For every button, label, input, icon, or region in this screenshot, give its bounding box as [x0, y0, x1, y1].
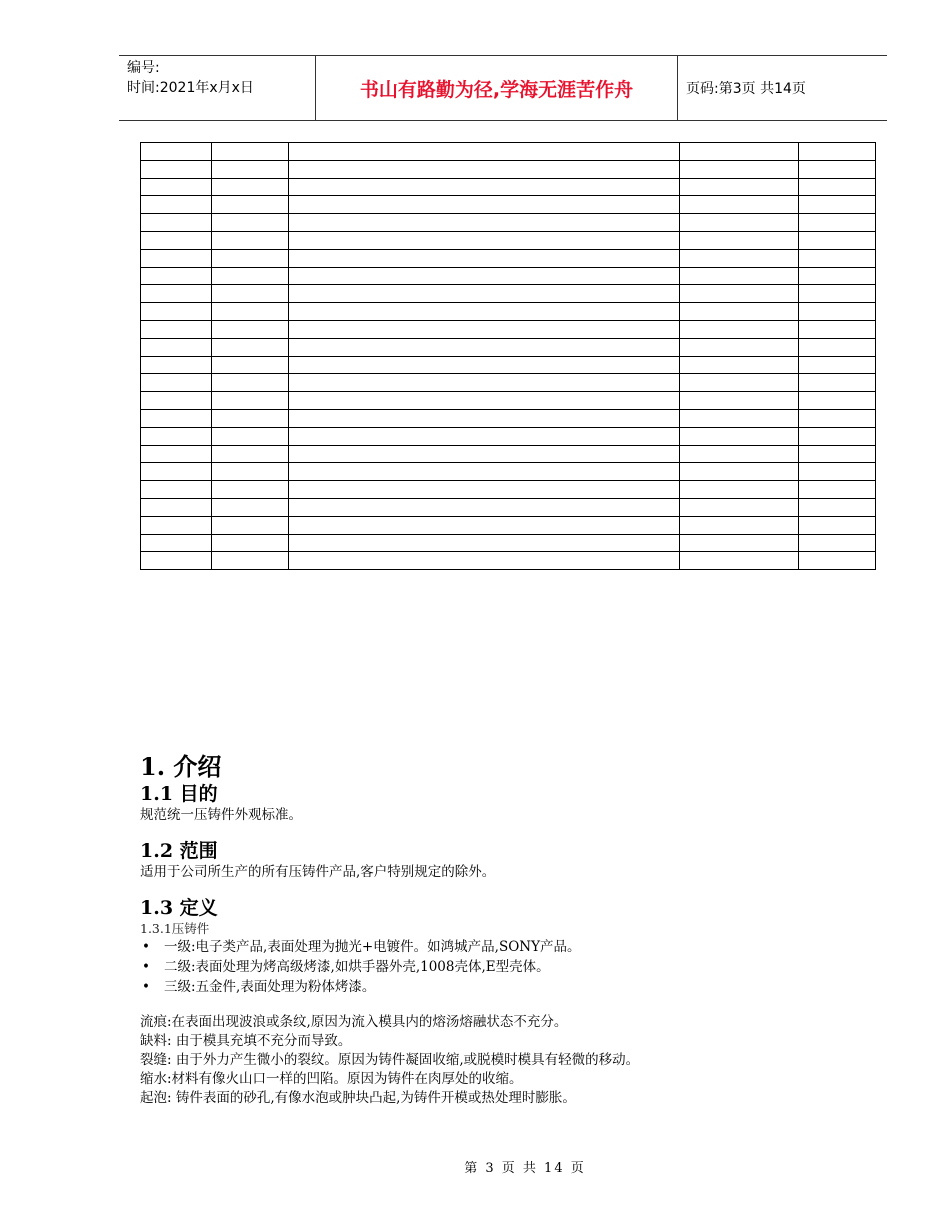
table-cell [212, 196, 289, 214]
time-label: 时间:2021年x月x日 [127, 80, 254, 96]
table-row [141, 214, 876, 232]
table-cell [212, 178, 289, 196]
table-cell [212, 160, 289, 178]
table-cell [212, 249, 289, 267]
table-cell [799, 303, 876, 321]
table-cell [799, 427, 876, 445]
table-cell [799, 338, 876, 356]
table-cell [289, 427, 680, 445]
table-cell [680, 463, 799, 481]
doc-number-label: 编号: [127, 60, 160, 76]
table-cell [141, 374, 212, 392]
table-row [141, 196, 876, 214]
table-cell [680, 160, 799, 178]
table-cell [141, 303, 212, 321]
table-cell [141, 481, 212, 499]
table-cell [212, 214, 289, 232]
table-cell [212, 392, 289, 410]
table-cell [141, 534, 212, 552]
table-cell [680, 481, 799, 499]
table-cell [212, 409, 289, 427]
table-cell [680, 516, 799, 534]
section-title-purpose: 1.1 目的 [140, 783, 218, 805]
table-cell [680, 303, 799, 321]
table-cell [141, 392, 212, 410]
table-cell [141, 516, 212, 534]
table-row [141, 463, 876, 481]
list-item: • 二级:表面处理为烤高级烤漆,如烘手器外壳,1008壳体,E型壳体。 [142, 959, 550, 975]
table-cell [799, 552, 876, 570]
table-cell [680, 285, 799, 303]
table-row [141, 143, 876, 161]
table-cell [289, 303, 680, 321]
blank-table [140, 142, 876, 570]
table-row [141, 534, 876, 552]
table-cell [799, 285, 876, 303]
table-cell [141, 552, 212, 570]
table-cell [289, 463, 680, 481]
table-cell [799, 196, 876, 214]
table-cell [212, 303, 289, 321]
table-cell [680, 231, 799, 249]
table-cell [212, 552, 289, 570]
grade-list [140, 937, 880, 997]
table-row [141, 445, 876, 463]
table-cell [212, 498, 289, 516]
table-cell [289, 516, 680, 534]
scope-text: 适用于公司所生产的所有压铸件产品,客户特别规定的除外。 [140, 864, 496, 880]
table-cell [141, 338, 212, 356]
document-body [140, 752, 880, 1108]
table-cell [141, 214, 212, 232]
defect-short-shot: 缺料: 由于模具充填不充分而导致。 [140, 1033, 352, 1049]
page-footer: 第 3 页 共 14 页 [464, 1161, 586, 1176]
table-cell [680, 552, 799, 570]
table-cell [799, 231, 876, 249]
table-cell [680, 427, 799, 445]
table-cell [289, 143, 680, 161]
table-cell [141, 267, 212, 285]
subsection-title-die-casting: 1.3.1压铸件 [140, 921, 210, 936]
table-cell [680, 143, 799, 161]
table-row [141, 392, 876, 410]
table-cell [141, 285, 212, 303]
table-cell [141, 409, 212, 427]
table-cell [289, 498, 680, 516]
table-cell [680, 445, 799, 463]
table-cell [289, 249, 680, 267]
table-row [141, 285, 876, 303]
table-cell [141, 356, 212, 374]
table-cell [212, 481, 289, 499]
table-row [141, 481, 876, 499]
table-cell [799, 409, 876, 427]
table-cell [212, 267, 289, 285]
table-cell [212, 338, 289, 356]
table-row [141, 409, 876, 427]
table-cell [680, 356, 799, 374]
table-cell [289, 267, 680, 285]
table-cell [799, 534, 876, 552]
section-title-definitions: 1.3 定义 [140, 897, 218, 919]
table-cell [289, 445, 680, 463]
table-cell [289, 178, 680, 196]
table-cell [141, 160, 212, 178]
table-cell [212, 356, 289, 374]
header-meta [119, 56, 315, 120]
table-cell [212, 516, 289, 534]
table-cell [289, 338, 680, 356]
table-cell [680, 178, 799, 196]
table-cell [680, 534, 799, 552]
table-cell [289, 409, 680, 427]
table-cell [799, 356, 876, 374]
section-title-introduction: 1. 介绍 [140, 752, 222, 781]
table-cell [799, 445, 876, 463]
table-cell [799, 267, 876, 285]
table-row [141, 356, 876, 374]
table-row [141, 552, 876, 570]
table-cell [212, 427, 289, 445]
table-row [141, 498, 876, 516]
bullet-icon: • [142, 979, 150, 995]
table-cell [799, 178, 876, 196]
table-cell [212, 534, 289, 552]
table-cell [680, 320, 799, 338]
table-row [141, 374, 876, 392]
table-cell [799, 214, 876, 232]
table-cell [212, 445, 289, 463]
table-cell [141, 143, 212, 161]
table-cell [799, 481, 876, 499]
purpose-text: 规范统一压铸件外观标准。 [140, 807, 302, 823]
table-cell [141, 445, 212, 463]
defect-flow-mark: 流痕:在表面出现波浪或条纹,原因为流入模具内的熔汤熔融状态不充分。 [140, 1014, 568, 1030]
table-cell [289, 196, 680, 214]
table-cell [289, 214, 680, 232]
bullet-icon: • [142, 939, 150, 955]
table-cell [680, 338, 799, 356]
section-title-scope: 1.2 范围 [140, 840, 218, 862]
table-row [141, 303, 876, 321]
table-cell [289, 534, 680, 552]
table-cell [212, 463, 289, 481]
table-cell [289, 285, 680, 303]
table-cell [799, 392, 876, 410]
table-row [141, 516, 876, 534]
table-row [141, 320, 876, 338]
table-cell [289, 356, 680, 374]
table-cell [289, 392, 680, 410]
table-row [141, 338, 876, 356]
defect-blister: 起泡: 铸件表面的砂孔,有像水泡或肿块凸起,为铸件开模或热处理时膨胀。 [140, 1090, 576, 1106]
table-cell [680, 374, 799, 392]
table-cell [799, 249, 876, 267]
header-page-label: 页码:第3页 共14页 [686, 81, 806, 97]
table-cell [141, 463, 212, 481]
table-row [141, 249, 876, 267]
table-cell [289, 374, 680, 392]
table-cell [799, 143, 876, 161]
table-cell [289, 320, 680, 338]
bullet-icon: • [142, 959, 150, 975]
table-cell [141, 320, 212, 338]
table-cell [289, 160, 680, 178]
table-cell [289, 231, 680, 249]
table-cell [799, 516, 876, 534]
table-cell [799, 320, 876, 338]
defect-shrinkage: 缩水:材料有像火山口一样的凹陷。原因为铸件在肉厚处的收缩。 [140, 1071, 523, 1087]
table-row [141, 427, 876, 445]
defect-crack: 裂缝: 由于外力产生微小的裂纹。原因为铸件凝固收缩,或脱模时模具有轻微的移动。 [140, 1052, 640, 1068]
table-cell [680, 196, 799, 214]
table-cell [141, 231, 212, 249]
table-cell [680, 392, 799, 410]
table-cell [799, 160, 876, 178]
table-cell [799, 463, 876, 481]
page-header [119, 55, 887, 121]
table-cell [680, 214, 799, 232]
table-cell [141, 196, 212, 214]
table-cell [289, 552, 680, 570]
table-cell [680, 498, 799, 516]
table-cell [141, 498, 212, 516]
table-cell [289, 481, 680, 499]
table-cell [799, 374, 876, 392]
table-cell [141, 249, 212, 267]
table-cell [212, 374, 289, 392]
table-cell [141, 427, 212, 445]
table-cell [680, 267, 799, 285]
table-row [141, 178, 876, 196]
table-cell [212, 231, 289, 249]
list-item: • 三级:五金件,表面处理为粉体烤漆。 [142, 979, 376, 995]
list-item: • 一级:电子类产品,表面处理为抛光+电镀件。如鸿城产品,SONY产品。 [142, 939, 581, 955]
table-cell [212, 143, 289, 161]
table-row [141, 231, 876, 249]
table-cell [799, 498, 876, 516]
table-cell [141, 178, 212, 196]
table-cell [680, 249, 799, 267]
table-cell [212, 320, 289, 338]
table-row [141, 267, 876, 285]
header-motto: 书山有路勤为径,学海无涯苦作舟 [315, 56, 678, 120]
table-row [141, 160, 876, 178]
table-cell [212, 285, 289, 303]
table-cell [680, 409, 799, 427]
